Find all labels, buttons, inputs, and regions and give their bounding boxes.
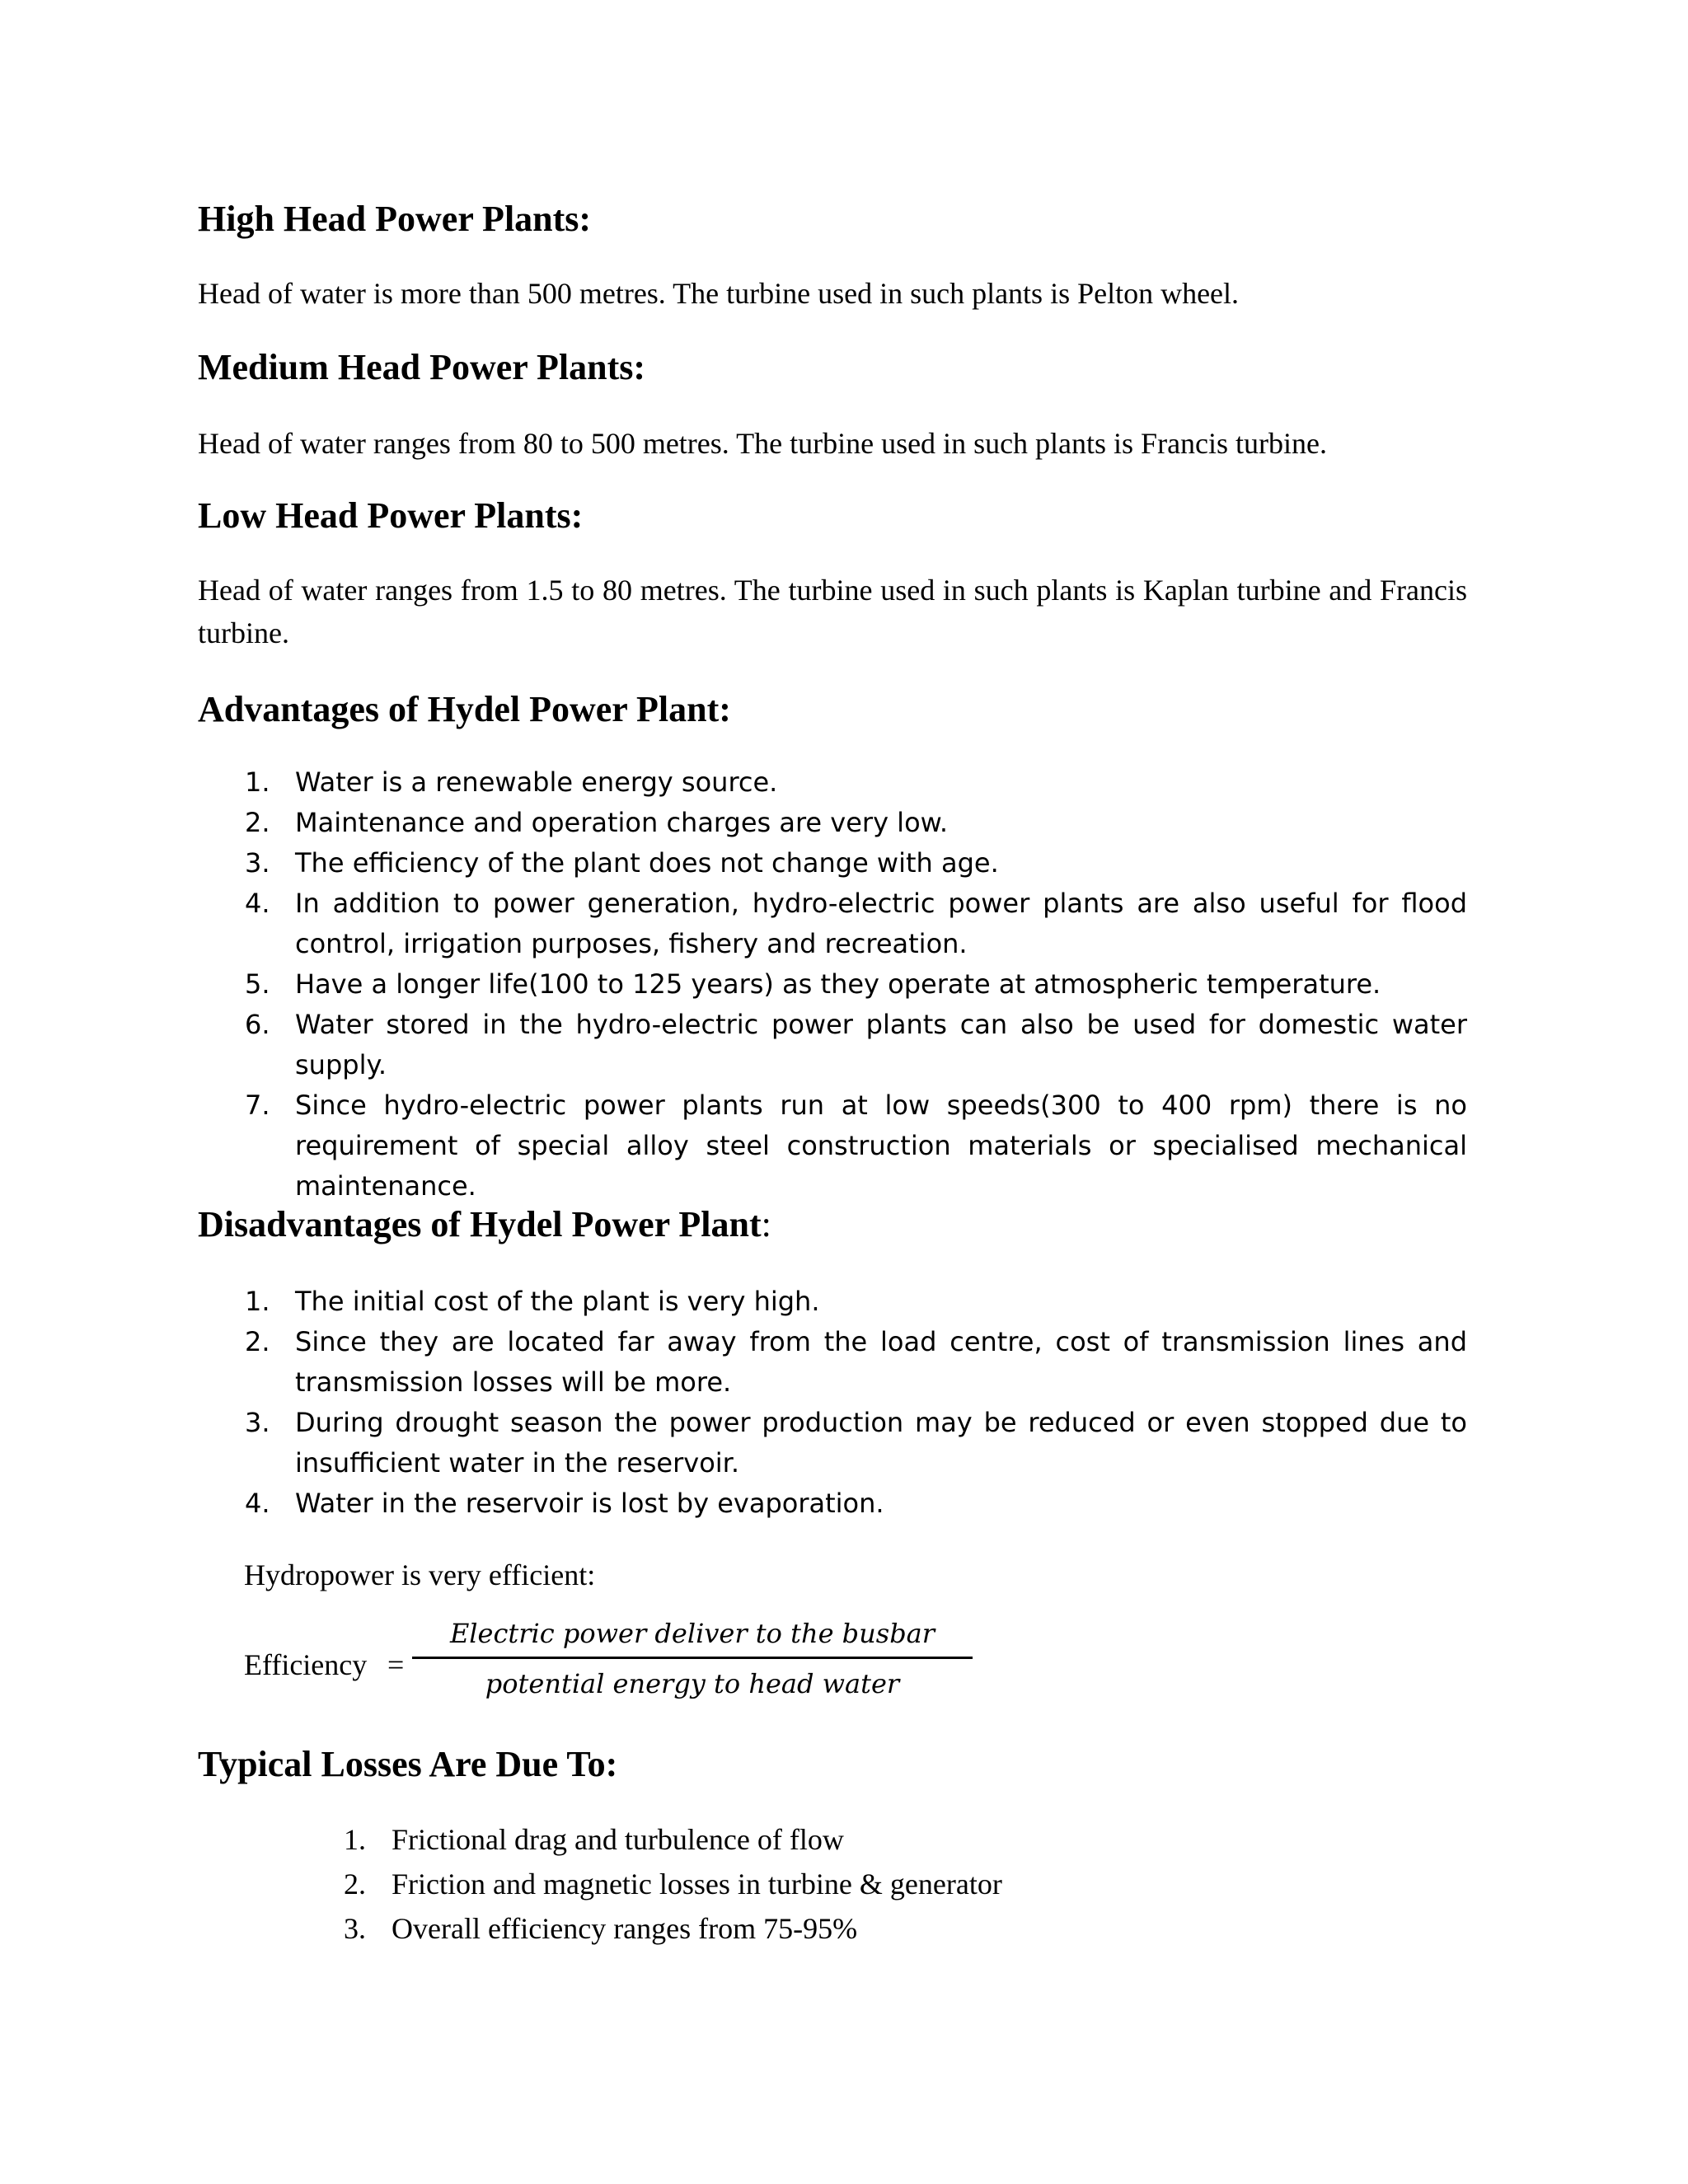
list-item-text: The initial cost of the plant is very high.	[295, 1286, 820, 1317]
disadvantages-heading-colon: :	[761, 1204, 771, 1244]
medium-head-text: Head of water ranges from 80 to 500 metres. The turbine used in such plants is Francis turbine.	[198, 427, 1328, 460]
low-head-text: Head of water ranges from 1.5 to 80 metres. The turbine used in such plants is Kaplan turbine and Francis turbine.	[198, 574, 1467, 649]
list-number: 2.	[245, 807, 270, 838]
list-item	[198, 1085, 1467, 1207]
high-head-heading: High Head Power Plants:	[198, 199, 592, 239]
list-item	[198, 1862, 1467, 1906]
list-item	[198, 803, 1467, 843]
list-number: 3.	[344, 1912, 366, 1945]
list-number: 3.	[245, 1407, 270, 1438]
high-head-text: Head of water is more than 500 metres. The turbine used in such plants is Pelton wheel.	[198, 277, 1240, 310]
formula-equals: =	[387, 1648, 405, 1681]
list-number: 1.	[245, 766, 270, 798]
list-item	[198, 1282, 1467, 1322]
list-item-text: Since hydro-electric power plants run at low speeds(300 to 400 rpm) there is no requirement of special alloy steel construction materials or specialised mechanical maintenance.	[295, 1090, 1467, 1202]
list-item	[198, 964, 1467, 1005]
formula-lhs: Efficiency	[244, 1648, 368, 1681]
list-item	[198, 1322, 1467, 1403]
low-head-heading: Low Head Power Plants:	[198, 495, 584, 536]
list-item-text: Water stored in the hydro-electric power plants can also be used for domestic water supply.	[295, 1009, 1467, 1080]
list-item-text: The efficiency of the plant does not change with age.	[295, 847, 999, 879]
disadvantages-heading-text: Disadvantages of Hydel Power Plant	[198, 1204, 762, 1244]
list-number: 2.	[245, 1326, 270, 1357]
disadvantages-list	[198, 1282, 1467, 1524]
list-number: 3.	[245, 847, 270, 879]
list-item-text: Since they are located far away from the load centre, cost of transmission lines and transmission losses will be more.	[295, 1326, 1467, 1398]
list-item	[198, 1483, 1467, 1524]
list-item-text: Friction and magnetic losses in turbine & generator	[392, 1868, 1002, 1900]
list-number: 4.	[245, 1488, 270, 1519]
list-number: 1.	[245, 1286, 270, 1317]
losses-heading: Typical Losses Are Due To:	[198, 1744, 618, 1784]
list-item	[198, 1005, 1467, 1085]
list-item-text: Have a longer life(100 to 125 years) as they operate at atmospheric temperature.	[295, 968, 1381, 1000]
medium-head-heading: Medium Head Power Plants:	[198, 347, 646, 387]
list-number: 5.	[245, 968, 270, 1000]
efficiency-intro: Hydropower is very efficient:	[244, 1558, 596, 1591]
list-item	[198, 1403, 1467, 1483]
losses-list	[198, 1817, 1467, 1951]
list-number: 7.	[245, 1090, 270, 1121]
advantages-heading: Advantages of Hydel Power Plant:	[198, 689, 731, 729]
list-item-text: Maintenance and operation charges are very low.	[295, 807, 949, 838]
list-number: 1.	[344, 1823, 366, 1856]
list-item-text: During drought season the power production may be reduced or even stopped due to insufficient water in the reservoir.	[295, 1407, 1467, 1479]
disadvantages-heading	[198, 1203, 771, 1246]
list-item-text: In addition to power generation, hydro-electric power plants are also useful for flood control, irrigation purposes, fishery and recreation.	[295, 888, 1467, 959]
list-item	[198, 843, 1467, 883]
formula-fraction	[412, 1615, 973, 1702]
list-number: 4.	[245, 888, 270, 919]
list-item-text: Frictional drag and turbulence of flow	[392, 1823, 844, 1856]
list-item	[198, 762, 1467, 803]
list-item	[198, 1906, 1467, 1951]
formula-numerator: Electric power deliver to the busbar	[449, 1618, 935, 1649]
list-number: 2.	[344, 1868, 366, 1900]
formula-denominator: potential energy to head water	[485, 1668, 900, 1699]
list-item-text: Overall efficiency ranges from 75-95%	[392, 1912, 858, 1945]
list-item-text: Water in the reservoir is lost by evaporation.	[295, 1488, 884, 1519]
list-item-text: Water is a renewable energy source.	[295, 766, 778, 798]
list-item	[198, 883, 1467, 964]
fraction-bar	[412, 1657, 973, 1659]
list-number: 6.	[245, 1009, 270, 1040]
advantages-list	[198, 762, 1467, 1207]
list-item	[198, 1817, 1467, 1862]
